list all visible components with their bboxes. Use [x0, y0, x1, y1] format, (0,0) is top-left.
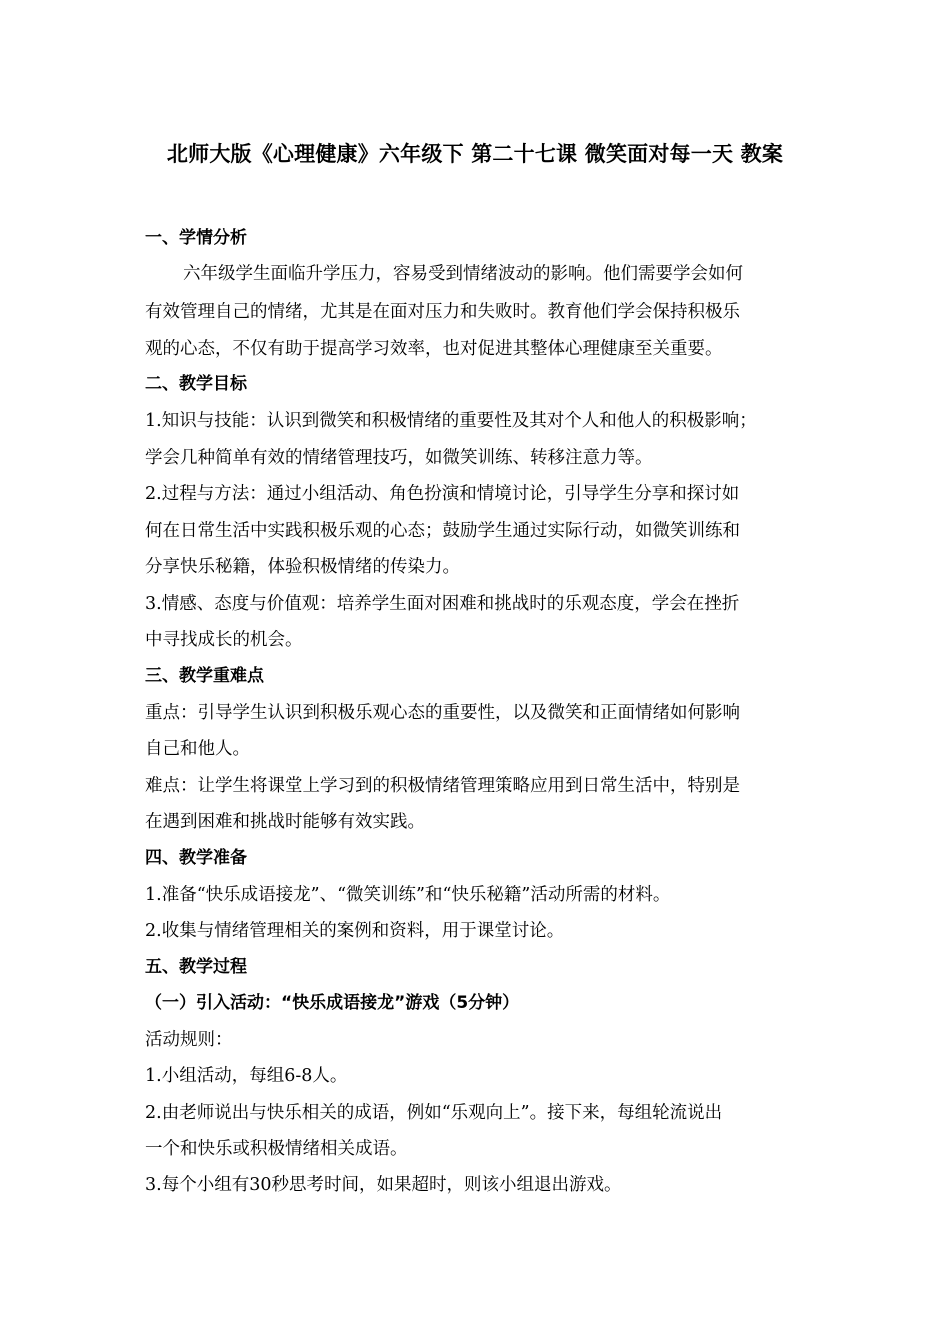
- paragraph-line: 难点：让学生将课堂上学习到的积极情绪管理策略应用到日常生活中，特别是: [145, 776, 740, 796]
- subsection-heading: （一）引入活动：“快乐成语接龙”游戏（5分钟）: [145, 993, 520, 1013]
- paragraph-line: 3.每个小组有30秒思考时间，如果超时，则该小组退出游戏。: [145, 1175, 622, 1195]
- paragraph-line: 有效管理自己的情绪，尤其是在面对压力和失败时。教育他们学会保持积极乐: [145, 302, 740, 322]
- paragraph-line: 重点：引导学生认识到积极乐观心态的重要性，以及微笑和正面情绪如何影响: [145, 703, 740, 723]
- paragraph-line: 在遇到困难和挑战时能够有效实践。: [145, 812, 425, 832]
- paragraph-line: 2.过程与方法：通过小组活动、角色扮演和情境讨论，引导学生分享和探讨如: [145, 484, 740, 504]
- paragraph-line: 活动规则：: [145, 1030, 233, 1050]
- paragraph-line: 1.小组活动，每组6-8人。: [145, 1066, 348, 1086]
- paragraph-line: 2.由老师说出与快乐相关的成语，例如“乐观向上”。接下来，每组轮流说出: [145, 1103, 723, 1123]
- section-heading-preparation: 四、教学准备: [145, 848, 247, 868]
- section-heading-key-points: 三、教学重难点: [145, 666, 264, 686]
- page-title: 北师大版《心理健康》六年级下 第二十七课 微笑面对每一天 教案: [166, 142, 784, 166]
- paragraph-line: 1.知识与技能：认识到微笑和积极情绪的重要性及其对个人和他人的积极影响；: [145, 411, 757, 431]
- section-heading-process: 五、教学过程: [145, 957, 247, 977]
- paragraph-line: 3.情感、态度与价值观：培养学生面对困难和挑战时的乐观态度，学会在挫折: [145, 594, 740, 614]
- paragraph-line: 自己和他人。: [145, 739, 250, 759]
- paragraph-line: 学会几种简单有效的情绪管理技巧，如微笑训练、转移注意力等。: [145, 448, 653, 468]
- paragraph-line: 分享快乐秘籍，体验积极情绪的传染力。: [145, 557, 460, 577]
- paragraph-line: 2.收集与情绪管理相关的案例和资料，用于课堂讨论。: [145, 921, 565, 941]
- section-heading-analysis: 一、学情分析: [145, 228, 247, 248]
- paragraph-line: 1.准备“快乐成语接龙”、“微笑训练”和“快乐秘籍”活动所需的材料。: [145, 885, 671, 905]
- paragraph-line: 一个和快乐或积极情绪相关成语。: [145, 1139, 408, 1159]
- paragraph-line: 观的心态，不仅有助于提高学习效率，也对促进其整体心理健康至关重要。: [145, 339, 723, 359]
- paragraph-line: 六年级学生面临升学压力，容易受到情绪波动的影响。他们需要学会如何: [183, 264, 743, 284]
- paragraph-line: 何在日常生活中实践积极乐观的心态；鼓励学生通过实际行动，如微笑训练和: [145, 521, 740, 541]
- section-heading-goals: 二、教学目标: [145, 374, 247, 394]
- paragraph-line: 中寻找成长的机会。: [145, 630, 303, 650]
